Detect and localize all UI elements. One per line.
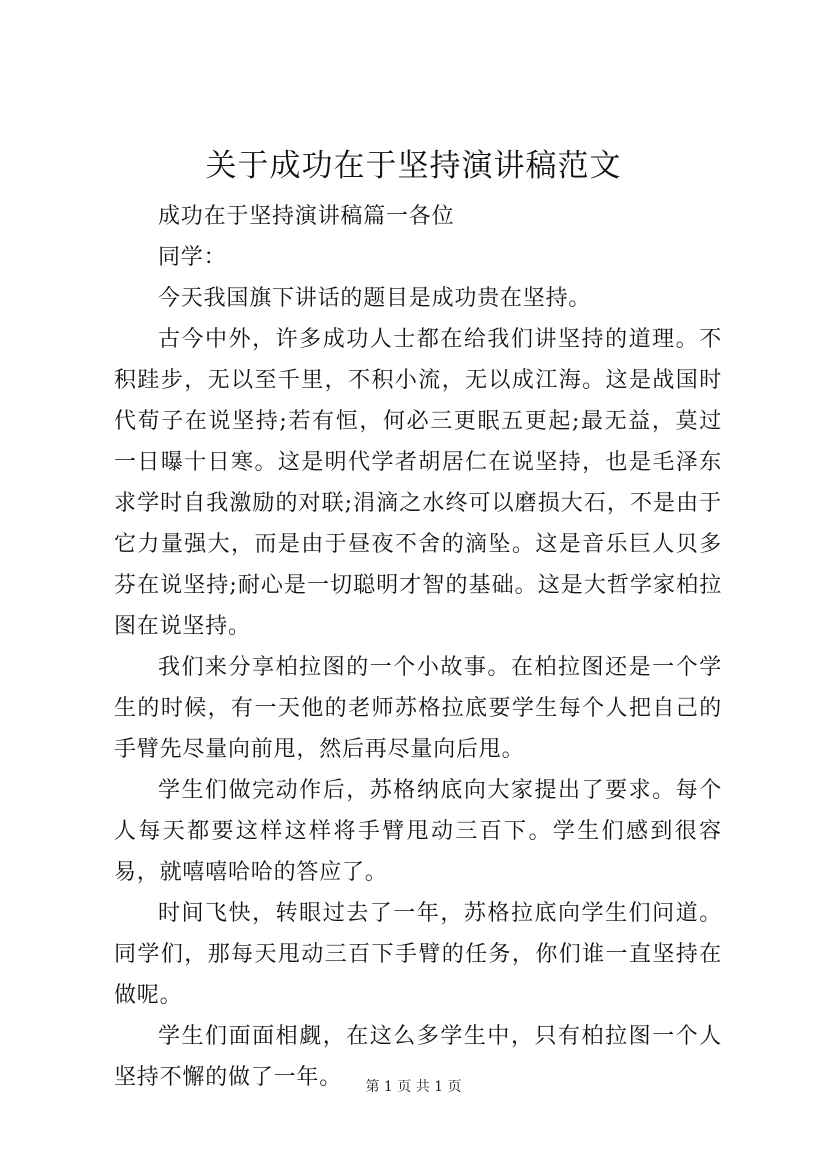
document-title: 关于成功在于坚持演讲稿范文 bbox=[205, 148, 622, 184]
paragraph: 古今中外，许多成功人士都在给我们讲坚持的道理。不积跬步，无以至千里，不积小流，无以成江海。这是战国时代荀子在说坚持;若有恒，何必三更眠五更起;最无益，莫过一日曝十日寒。这是明代学者胡居仁在说坚持，也是毛泽东求学时自我激励的对联;涓滴之水终可以磨损大石，不是由于它力量强大，而是由于昼夜不舍的滴坠。这是音乐巨人贝多芬在说坚持;耐心是一切聪明才智的基础。这是大哲学家柏拉图在说坚持。 bbox=[114, 327, 722, 639]
paragraph: 学生们面面相觑，在这么多学生中，只有柏拉图一个人坚持不懈的做了一年。 bbox=[114, 1024, 722, 1090]
paragraph: 我们来分享柏拉图的一个小故事。在柏拉图还是一个学生的时候，有一天他的老师苏格拉底要学生每个人把自己的手臂先尽量向前甩，然后再尽量向后甩。 bbox=[114, 655, 722, 762]
paragraph: 学生们做完动作后，苏格纳底向大家提出了要求。每个人每天都要这样这样将手臂甩动三百下。学生们感到很容易，就嘻嘻哈哈的答应了。 bbox=[114, 778, 722, 885]
paragraph: 同学： bbox=[158, 245, 227, 270]
paragraph: 成功在于坚持演讲稿篇一各位 bbox=[158, 204, 455, 229]
paragraph: 时间飞快，转眼过去了一年，苏格拉底向学生们问道。同学们，那每天甩动三百下手臂的任务，你们谁一直坚持在做呢。 bbox=[114, 901, 722, 1008]
page-footer: 第 1 页 共 1 页 bbox=[365, 1079, 462, 1095]
paragraph: 今天我国旗下讲话的题目是成功贵在坚持。 bbox=[158, 286, 592, 311]
document-body bbox=[114, 196, 722, 1098]
